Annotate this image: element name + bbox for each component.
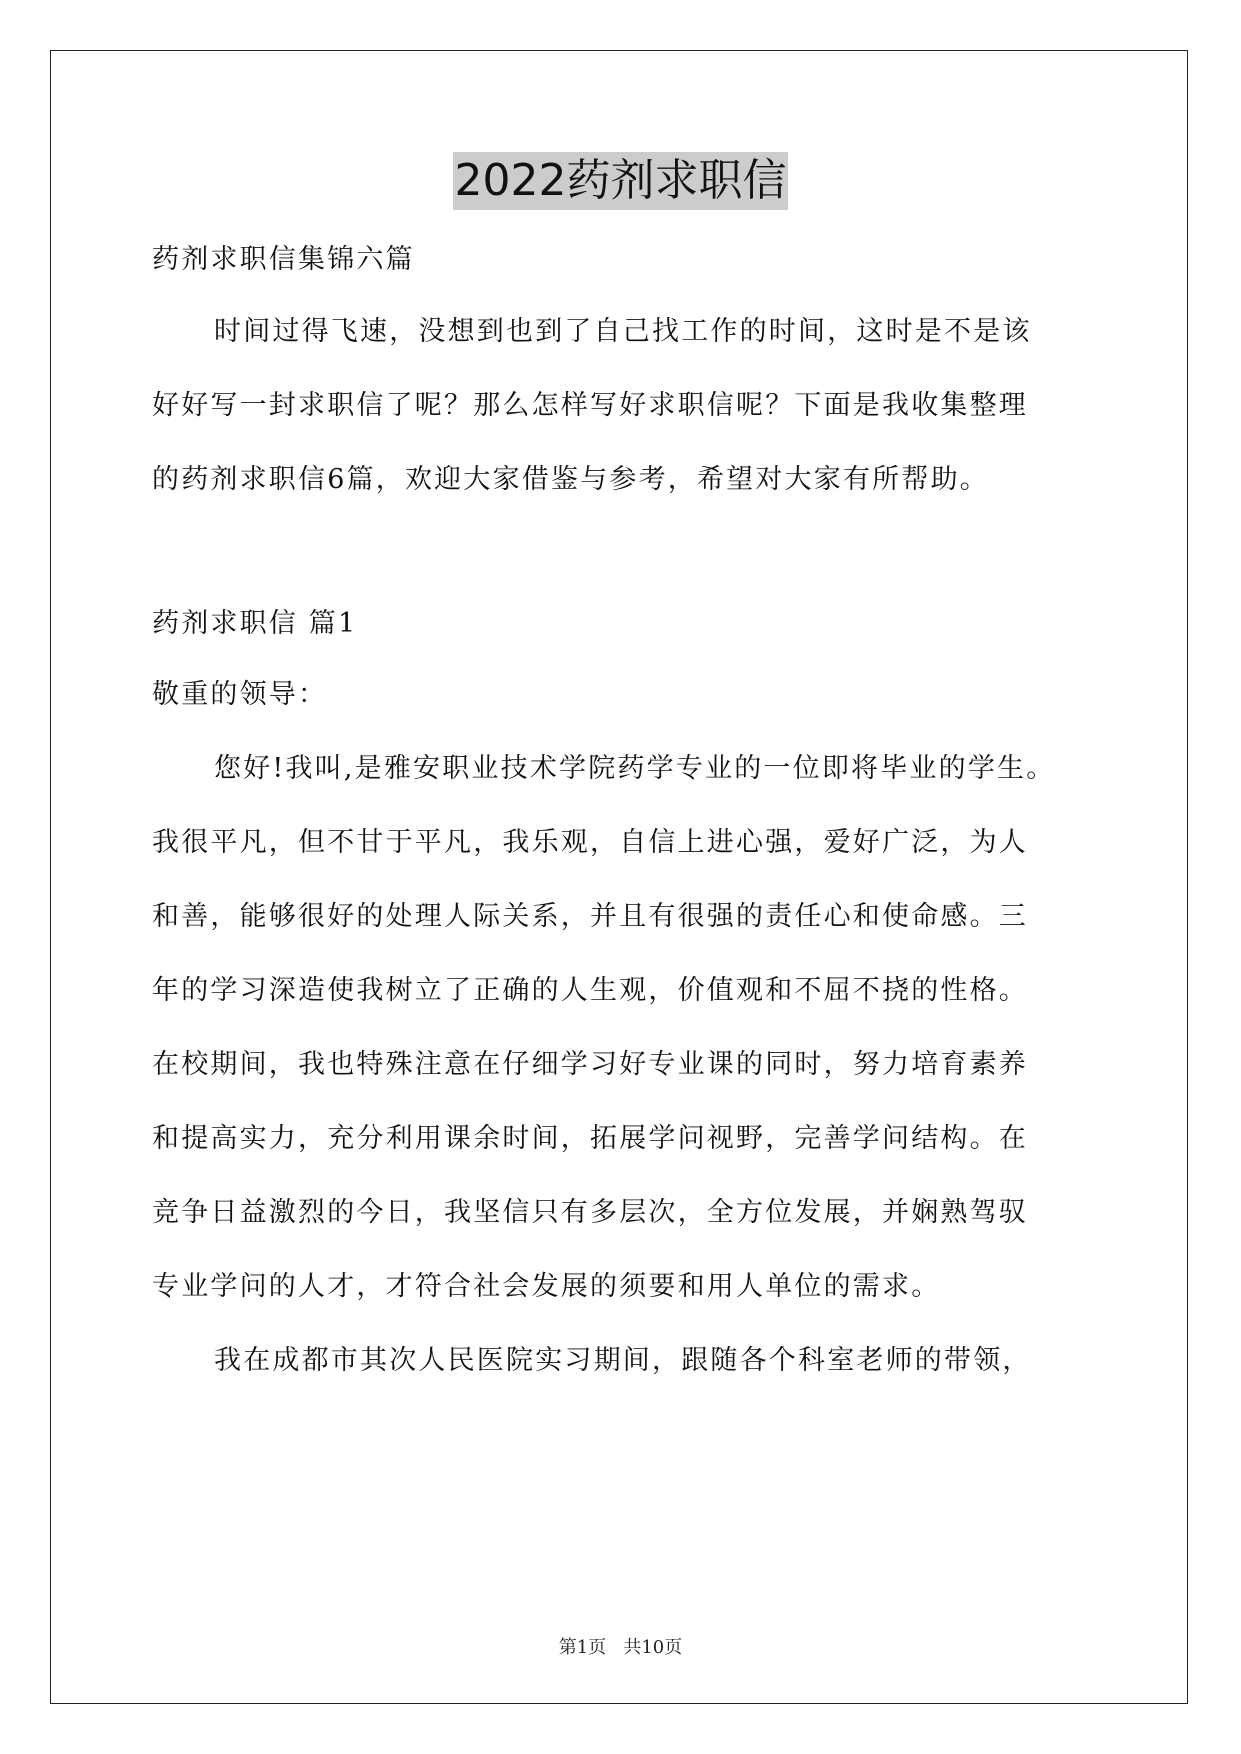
document-subtitle: 药剂求职信集锦六篇 <box>152 244 415 275</box>
body-line-1: 您好!我叫,是雅安职业技术学院药学专业的一位即将毕业的学生。 <box>214 753 1056 784</box>
body-line-7: 竞争日益激烈的今日，我坚信只有多层次，全方位发展，并娴熟驾驭 <box>152 1197 1028 1228</box>
page-footer: 第1页 共10页 <box>558 1637 683 1658</box>
body-line-3: 和善，能够很好的处理人际关系，并且有很强的责任心和使命感。三 <box>152 901 1028 932</box>
body-line-8: 专业学问的人才，才符合社会发展的须要和用人单位的需求。 <box>152 1271 941 1302</box>
title-wrap <box>0 152 1241 210</box>
page-border <box>50 50 1188 1704</box>
body-line-9: 我在成都市其次人民医院实习期间，跟随各个科室老师的带领， <box>214 1345 1032 1376</box>
body-line-5: 在校期间，我也特殊注意在仔细学习好专业课的同时，努力培育素养 <box>152 1049 1028 1080</box>
salutation: 敬重的领导： <box>152 679 328 710</box>
document-title: 2022药剂求职信 <box>453 152 789 210</box>
section-heading: 药剂求职信 篇1 <box>152 608 358 639</box>
body-line-2: 我很平凡，但不甘于平凡，我乐观，自信上进心强，爱好广泛，为人 <box>152 827 1028 858</box>
body-line-4: 年的学习深造使我树立了正确的人生观，价值观和不屈不挠的性格。 <box>152 975 1028 1006</box>
intro-line-3: 的药剂求职信6篇，欢迎大家借鉴与参考，希望对大家有所帮助。 <box>152 464 989 495</box>
body-line-6: 和提高实力，充分利用课余时间，拓展学问视野，完善学问结构。在 <box>152 1123 1028 1154</box>
intro-line-1: 时间过得飞速，没想到也到了自己找工作的时间，这时是不是该 <box>214 316 1032 347</box>
intro-line-2: 好好写一封求职信了呢？那么怎样写好求职信呢？下面是我收集整理 <box>152 390 1028 421</box>
